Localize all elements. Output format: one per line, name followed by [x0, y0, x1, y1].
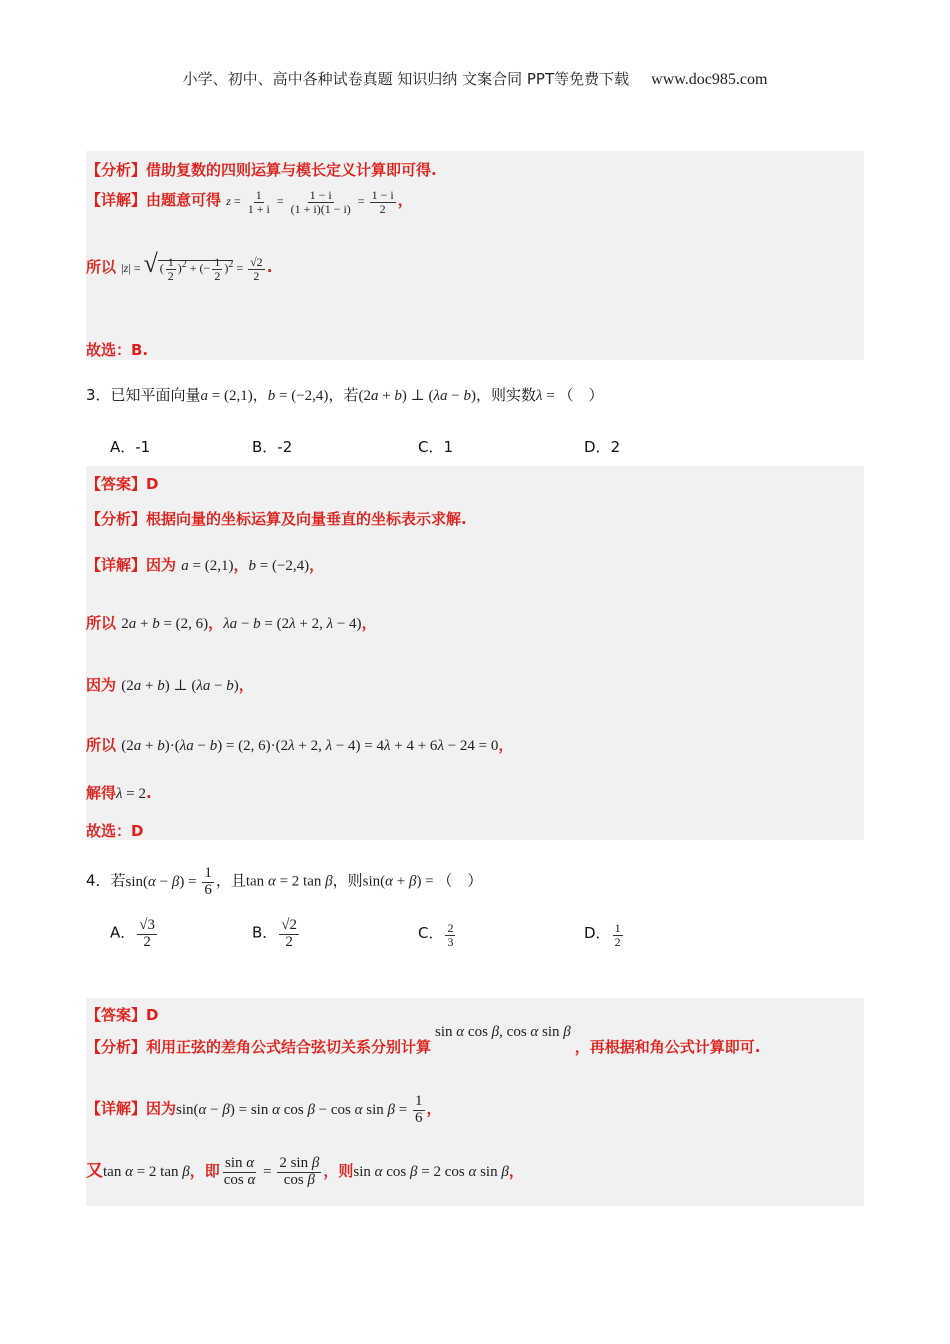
- formula-vectors: a = (2,1): [181, 558, 234, 574]
- formula-product: sin α cos β = 2 cos α sin β: [353, 1164, 509, 1180]
- q4-option-b[interactable]: B． $\frac{√2}{2}$: [252, 917, 298, 950]
- formula-lambda: λ = 2: [116, 786, 146, 802]
- so-line-2: 所以 (2a + b)·(λa − b) = (2, 6)·(2λ + 2, λ − 4) = 4λ + 4 + 6λ − 24 = 0，: [86, 736, 514, 754]
- answer-value: D: [146, 1006, 159, 1024]
- q4-option-a[interactable]: A． $\frac{√3}{2}$: [110, 917, 155, 950]
- solution-block-4: [86, 998, 864, 1206]
- q4-given-2: tan α = 2 tan β: [245, 873, 333, 890]
- choose-line: 故选：D: [86, 822, 144, 840]
- detail-tag: 【详解】: [86, 556, 147, 574]
- q4-ask: sin(α + β) =: [362, 873, 438, 890]
- q3-ask: λ =: [536, 388, 559, 404]
- analysis-tail: ，再根据和角公式计算即可.: [574, 1038, 761, 1056]
- so-text: 所以: [86, 258, 117, 276]
- answer-line: [86, 473, 158, 494]
- also-line: 又tan α = 2 tan β，即 $\frac{\text{sin α}}{\text{cos α}}$ = $\frac{\text{2 sin β}}{\text{cos β}}$ ，则sin α cos β = 2 cos α sin β，: [86, 1155, 524, 1189]
- because-text: 因为: [146, 556, 177, 574]
- q3-condition: (2a + b) ⊥ (λa − b): [358, 388, 476, 404]
- q4-given-1: sin(α − β) = $\frac{1}{6}$: [125, 865, 212, 898]
- formula-sum: 2a + b = (2, 6): [121, 616, 209, 632]
- page-header: [0, 68, 950, 89]
- analysis-line: [86, 1024, 761, 1057]
- q3-option-d[interactable]: D．2: [584, 438, 621, 456]
- formula-tan: tan α = 2 tan β: [103, 1164, 190, 1180]
- formula-z: z = $\frac{1}{1 + i}$ = $\frac{1 - i}{(1 + i)(1 - i)}$ = $\frac{1 - i}{2}$: [226, 188, 394, 216]
- q4-then: ，则: [332, 871, 363, 890]
- header-text: 小学、初中、高中各种试卷真题 知识归纳 文案合同 PPT等免费下载: [182, 70, 630, 88]
- formula-dot: (2a + b)·(λa − b) = (2, 6)·(2λ + 2, λ − 4) = 4λ + 4 + 6λ − 24 = 0: [121, 738, 499, 754]
- choose-line: 故选：B.: [86, 341, 149, 359]
- q3-option-c[interactable]: C．1: [418, 438, 454, 456]
- question-4-stem: 4．若sin(α − β) = $\frac{1}{6}$ ，且tan α = 2 tan β，则sin(α + β) = （ ）: [86, 865, 483, 898]
- analysis-tag: 【分析】: [86, 161, 147, 179]
- answer-value: D: [146, 475, 159, 493]
- q4-and: ，且: [215, 871, 246, 890]
- header-site: www.doc985.com: [651, 71, 768, 88]
- q4-option-c[interactable]: C． $\frac{2}{3}$: [418, 921, 454, 949]
- question-3-stem: 3．已知平面向量a = (2,1)，b = (−2,4)，若(2a + b) ⊥ (λa − b)，则实数λ = （ ）: [86, 386, 604, 404]
- analysis-text: 根据向量的坐标运算及向量垂直的坐标表示求解.: [146, 510, 467, 528]
- q3-if: ，若: [328, 386, 359, 404]
- q3-prefix: 3．已知平面向量: [86, 386, 201, 404]
- analysis-tag: 【分析】: [86, 510, 147, 528]
- q3-option-a[interactable]: A．-1: [110, 438, 151, 456]
- analysis-text: 利用正弦的差角公式结合弦切关系分别计算: [146, 1038, 432, 1056]
- detail-line: 【详解】因为sin(α − β) = sin α cos β − cos α sin β = $\frac{1}{6}$ ，: [86, 1093, 442, 1126]
- detail-tag: 【详解】: [86, 1099, 147, 1118]
- detail-line: 【详解】由题意可得 z = $\frac{1}{1 + i}$ = $\frac{1 - i}{(1 + i)(1 - i)}$ = $\frac{1 - i}{2}$ ，: [86, 188, 413, 216]
- answer-line: [86, 1004, 158, 1025]
- q3-vector-a: a = (2,1): [200, 388, 253, 404]
- so-line: 所以 |z| = √ ( $\frac{1}{2}$ )$^2$ + (− $\frac{1}{2}$ )$^2$ = $\frac{√2}{2}$ .: [86, 249, 273, 283]
- formula-perp: (2a + b) ⊥ (λa − b): [121, 678, 239, 694]
- q3-option-b[interactable]: B．-2: [252, 438, 293, 456]
- formula-sincos: sin α cos β, cos α sin β: [435, 1024, 571, 1040]
- q3-vector-b: b = (−2,4): [267, 388, 329, 404]
- analysis-text: 借助复数的四则运算与模长定义计算即可得.: [146, 161, 437, 179]
- q4-prefix: 4．若: [86, 871, 126, 890]
- analysis-line: [86, 508, 467, 529]
- solution-block-2: [86, 151, 864, 360]
- answer-tag: 【答案】: [86, 475, 147, 493]
- formula-modulus: |z| = √ ( $\frac{1}{2}$ )$^2$ + (− $\frac{1}{2}$ )$^2$ = $\frac{√2}{2}$: [121, 249, 263, 283]
- solve-line: 解得λ = 2.: [86, 784, 152, 802]
- so-line-1: 所以 2a + b = (2, 6)，λa − b = (2λ + 2, λ − 4)，: [86, 614, 377, 632]
- formula-diff-angle: sin(α − β) = sin α cos β − cos α sin β = $\frac{1}{6}$: [176, 1093, 423, 1126]
- solution-block-3: [86, 466, 864, 840]
- detail-tag: 【详解】: [86, 191, 147, 209]
- detail-text: 由题意可得: [146, 191, 222, 209]
- because-line: 因为 (2a + b) ⊥ (λa − b)，: [86, 676, 254, 694]
- formula-ratio: $\frac{\text{sin α}}{\text{cos α}}$ = $\frac{\text{2 sin β}}{\text{cos β}}$: [223, 1155, 320, 1189]
- q3-then: ，则实数: [476, 386, 537, 404]
- detail-line: 【详解】因为 a = (2,1)，b = (−2,4)，: [86, 556, 325, 574]
- q4-option-d[interactable]: D． $\frac{1}{2}$: [584, 921, 621, 949]
- analysis-line: [86, 159, 437, 180]
- answer-tag: 【答案】: [86, 1006, 147, 1024]
- formula-diff: λa − b = (2λ + 2, λ − 4): [223, 616, 362, 632]
- analysis-tag: 【分析】: [86, 1038, 147, 1056]
